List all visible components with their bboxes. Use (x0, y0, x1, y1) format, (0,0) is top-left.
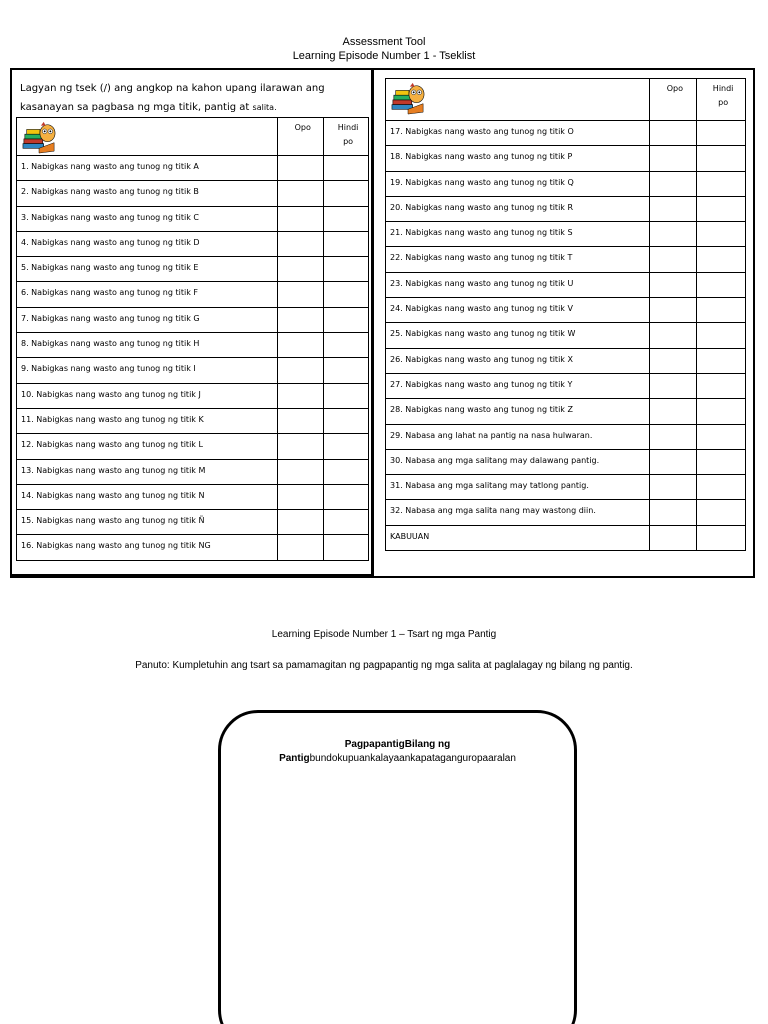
checklist-row (17, 408, 369, 433)
opo-checkbox-cell[interactable] (278, 307, 324, 332)
document-header (0, 35, 768, 63)
checklist-frame (10, 68, 755, 578)
opo-checkbox-cell[interactable] (649, 121, 697, 146)
checklist-item-cell (17, 282, 278, 307)
checklist-item-label: 3. Nabigkas nang wasto ang tunog ng titik C (21, 212, 199, 222)
syllable-chart-header (221, 738, 574, 766)
opo-checkbox-cell[interactable] (278, 206, 324, 231)
checklist-item-label: 14. Nabigkas nang wasto ang tunog ng titik N (21, 490, 205, 500)
col-hindi-label-2: po (718, 98, 729, 107)
opo-checkbox-cell[interactable] (649, 424, 697, 449)
checklist-item-cell (386, 222, 650, 247)
checklist-row (17, 510, 369, 535)
table-header-row (17, 118, 369, 156)
opo-checkbox-cell[interactable] (278, 434, 324, 459)
checklist-row (17, 484, 369, 509)
checklist-item-label: 8. Nabigkas nang wasto ang tunog ng titik H (21, 339, 200, 349)
hindi-po-checkbox-cell[interactable] (324, 307, 369, 332)
hindi-po-checkbox-cell[interactable] (697, 171, 746, 196)
checklist-item-label: 7. Nabigkas nang wasto ang tunog ng titik G (21, 313, 200, 323)
checklist-item-label: 24. Nabigkas nang wasto ang tunog ng titik V (390, 304, 573, 314)
checklist-instructions (20, 79, 360, 117)
checklist-table-left (16, 117, 369, 561)
checklist-row (17, 156, 369, 181)
checklist-item-label: 17. Nabigkas nang wasto ang tunog ng titik O (390, 127, 574, 136)
hindi-po-checkbox-cell[interactable] (324, 535, 369, 560)
chart-section-title: Learning Episode Number 1 – Tsart ng mga Pantig (271, 629, 497, 640)
checklist-item-cell (17, 510, 278, 535)
checklist-item-label: 6. Nabigkas nang wasto ang tunog ng titik F (21, 288, 198, 298)
hindi-po-checkbox-cell[interactable] (697, 121, 746, 146)
checklist-item-label: 26. Nabigkas nang wasto ang tunog ng titik X (390, 354, 573, 364)
checklist-item-label: 2. Nabigkas nang wasto ang tunog ng titik B (21, 187, 199, 197)
checklist-item-cell (17, 535, 278, 560)
checklist-item-cell (386, 449, 650, 474)
checklist-right-panel (377, 70, 753, 576)
checklist-item-cell (17, 307, 278, 332)
opo-checkbox-cell[interactable] (278, 459, 324, 484)
hindi-po-checkbox-cell[interactable] (324, 510, 369, 535)
opo-checkbox-cell[interactable] (649, 247, 697, 272)
checklist-item-label: 21. Nabigkas nang wasto ang tunog ng titik S (390, 228, 573, 238)
checklist-row (386, 247, 746, 272)
hindi-po-checkbox-cell[interactable] (697, 272, 746, 297)
opo-checkbox-cell[interactable] (649, 449, 697, 474)
hindi-po-checkbox-cell[interactable] (697, 373, 746, 398)
opo-checkbox-cell[interactable] (649, 323, 697, 348)
checklist-row (386, 196, 746, 221)
checklist-row (17, 333, 369, 358)
checklist-row (386, 121, 746, 146)
checklist-row (386, 222, 746, 247)
syllable-chart-box (218, 710, 577, 1024)
col-opo-label: Opo (666, 84, 683, 93)
checklist-row (17, 181, 369, 206)
checklist-item-label: 19. Nabigkas nang wasto ang tunog ng titik Q (390, 177, 574, 187)
opo-checkbox-cell[interactable] (649, 475, 697, 500)
opo-checkbox-cell[interactable] (278, 333, 324, 358)
checklist-row (386, 525, 746, 550)
checklist-item-cell (17, 231, 278, 256)
checklist-row (386, 475, 746, 500)
checklist-row (386, 500, 746, 525)
checklist-item-cell (386, 399, 650, 424)
checklist-row (17, 358, 369, 383)
checklist-item-cell (386, 373, 650, 398)
header-subtitle: Learning Episode Number 1 - Tseklist (292, 50, 476, 62)
hindi-po-checkbox-cell[interactable] (324, 257, 369, 282)
checklist-item-label: 16. Nabigkas nang wasto ang tunog ng titik NG (21, 541, 211, 551)
hindi-po-checkbox-cell[interactable] (324, 231, 369, 256)
checklist-item-label: 12. Nabigkas nang wasto ang tunog ng titik L (21, 440, 203, 450)
checklist-item-cell (386, 247, 650, 272)
col-hindi-label-1: Hindi (337, 123, 359, 132)
opo-checkbox-cell[interactable] (649, 298, 697, 323)
opo-checkbox-cell[interactable] (278, 510, 324, 535)
checklist-item-cell (386, 500, 650, 525)
checklist-item-label: KABUUAN (390, 531, 430, 541)
hindi-po-checkbox-cell[interactable] (697, 323, 746, 348)
col-hindi-po (697, 79, 746, 121)
checklist-row (386, 171, 746, 196)
col-hindi-po (324, 118, 369, 156)
checklist-item-cell (386, 475, 650, 500)
books-owl-icon (389, 81, 427, 115)
checklist-item-label: 4. Nabigkas nang wasto ang tunog ng titik D (21, 237, 200, 247)
opo-checkbox-cell[interactable] (278, 257, 324, 282)
checklist-row (386, 449, 746, 474)
hindi-po-checkbox-cell[interactable] (697, 247, 746, 272)
books-owl-icon (20, 120, 58, 154)
col-opo (278, 118, 324, 156)
hindi-po-checkbox-cell[interactable] (324, 383, 369, 408)
col-hindi-label-1: Hindi (712, 84, 734, 93)
checklist-item-label: 28. Nabigkas nang wasto ang tunog ng titik Z (390, 405, 573, 415)
opo-checkbox-cell[interactable] (278, 231, 324, 256)
checklist-item-label: 27. Nabigkas nang wasto ang tunog ng titik Y (390, 379, 573, 389)
hindi-po-checkbox-cell[interactable] (324, 206, 369, 231)
checklist-item-cell (17, 434, 278, 459)
checklist-item-label: 22. Nabigkas nang wasto ang tunog ng titik T (390, 253, 573, 263)
checklist-row (386, 323, 746, 348)
checklist-item-cell (386, 272, 650, 297)
checklist-row (17, 257, 369, 282)
hindi-po-checkbox-cell[interactable] (324, 358, 369, 383)
checklist-item-cell (17, 156, 278, 181)
checklist-item-cell (386, 196, 650, 221)
opo-checkbox-cell[interactable] (278, 408, 324, 433)
opo-checkbox-cell[interactable] (278, 282, 324, 307)
hindi-po-checkbox-cell[interactable] (324, 408, 369, 433)
checklist-item-label: 31. Nabasa ang mga salitang may tatlong pantig. (390, 481, 589, 491)
opo-checkbox-cell[interactable] (649, 196, 697, 221)
checklist-row (17, 535, 369, 560)
opo-checkbox-cell[interactable] (278, 383, 324, 408)
hindi-po-checkbox-cell[interactable] (324, 459, 369, 484)
opo-checkbox-cell[interactable] (278, 484, 324, 509)
checklist-row (386, 399, 746, 424)
opo-checkbox-cell[interactable] (649, 373, 697, 398)
checklist-row (17, 307, 369, 332)
hindi-po-checkbox-cell[interactable] (324, 181, 369, 206)
opo-checkbox-cell[interactable] (649, 399, 697, 424)
instructions-tail: salita. (252, 103, 277, 112)
hindi-po-checkbox-cell[interactable] (697, 348, 746, 373)
checklist-item-cell (386, 525, 650, 550)
checklist-item-cell (17, 484, 278, 509)
checklist-item-cell (386, 348, 650, 373)
opo-checkbox-cell[interactable] (649, 146, 697, 171)
hindi-po-checkbox-cell[interactable] (697, 500, 746, 525)
hindi-po-checkbox-cell[interactable] (697, 298, 746, 323)
opo-checkbox-cell[interactable] (278, 181, 324, 206)
hindi-po-checkbox-cell[interactable] (697, 222, 746, 247)
hindi-po-checkbox-cell[interactable] (697, 525, 746, 550)
opo-checkbox-cell[interactable] (278, 156, 324, 181)
opo-checkbox-cell[interactable] (649, 348, 697, 373)
checklist-item-label: 18. Nabigkas nang wasto ang tunog ng titik P (390, 152, 573, 162)
checklist-item-label: 32. Nabasa ang mga salita nang may wastong diin. (390, 506, 596, 516)
checklist-item-cell (17, 408, 278, 433)
checklist-row (386, 146, 746, 171)
checklist-row (17, 231, 369, 256)
hindi-po-checkbox-cell[interactable] (697, 399, 746, 424)
checklist-item-cell (386, 298, 650, 323)
checklist-item-label: 9. Nabigkas nang wasto ang tunog ng titik I (21, 364, 196, 374)
checklist-item-label: 25. Nabigkas nang wasto ang tunog ng titik W (390, 329, 576, 339)
checklist-row (17, 282, 369, 307)
checklist-row (386, 348, 746, 373)
checklist-item-label: 30. Nabasa ang mga salitang may dalawang pantig. (390, 455, 600, 465)
opo-checkbox-cell[interactable] (649, 171, 697, 196)
opo-checkbox-cell[interactable] (278, 535, 324, 560)
checklist-row (386, 424, 746, 449)
hindi-po-checkbox-cell[interactable] (324, 156, 369, 181)
table-header-row (386, 79, 746, 121)
checklist-item-label: 20. Nabigkas nang wasto ang tunog ng titik R (390, 202, 574, 212)
checklist-item-label: 23. Nabigkas nang wasto ang tunog ng titik U (390, 278, 574, 288)
checklist-item-cell (17, 206, 278, 231)
col-opo-label: Opo (294, 123, 311, 132)
col-opo (649, 79, 697, 121)
hindi-po-checkbox-cell[interactable] (324, 434, 369, 459)
checklist-item-cell (386, 323, 650, 348)
hindi-po-checkbox-cell[interactable] (697, 475, 746, 500)
checklist-item-cell (17, 257, 278, 282)
hindi-po-checkbox-cell[interactable] (324, 484, 369, 509)
checklist-row (17, 383, 369, 408)
checklist-row (17, 459, 369, 484)
checklist-row (386, 373, 746, 398)
checklist-item-label: 15. Nabigkas nang wasto ang tunog ng titik Ñ (21, 516, 205, 526)
checklist-row (386, 272, 746, 297)
checklist-item-label: 29. Nabasa ang lahat na pantig na nasa hulwaran. (390, 430, 593, 440)
chart-word-list: bundokupuankalayaankapataganguropaaralan (309, 753, 516, 764)
hindi-po-checkbox-cell[interactable] (324, 333, 369, 358)
opo-checkbox-cell[interactable] (649, 222, 697, 247)
checklist-item-cell (17, 383, 278, 408)
opo-checkbox-cell[interactable] (649, 272, 697, 297)
checklist-item-label: 11. Nabigkas nang wasto ang tunog ng titik K (21, 414, 204, 424)
checklist-item-cell (386, 424, 650, 449)
icon-cell (17, 118, 278, 156)
checklist-item-cell (17, 181, 278, 206)
chart-column-heading-2: Pantig (279, 753, 310, 764)
checklist-item-cell (386, 171, 650, 196)
chart-instructions: Panuto: Kumpletuhin ang tsart sa pamamagitan ng pagpapantig ng mga salita at paglalagay ng bilang ng pantig. (135, 660, 633, 671)
hindi-po-checkbox-cell[interactable] (697, 449, 746, 474)
opo-checkbox-cell[interactable] (649, 525, 697, 550)
hindi-po-checkbox-cell[interactable] (324, 282, 369, 307)
checklist-row (17, 206, 369, 231)
instructions-text: Lagyan ng tsek (/) ang angkop na kahon upang ilarawan ang kasanayan sa pagbasa ng mga titik, pantig at (20, 83, 325, 113)
hindi-po-checkbox-cell[interactable] (697, 424, 746, 449)
hindi-po-checkbox-cell[interactable] (697, 196, 746, 221)
opo-checkbox-cell[interactable] (649, 500, 697, 525)
hindi-po-checkbox-cell[interactable] (697, 146, 746, 171)
checklist-item-cell (17, 358, 278, 383)
checklist-item-label: 13. Nabigkas nang wasto ang tunog ng titik M (21, 465, 206, 475)
checklist-item-label: 10. Nabigkas nang wasto ang tunog ng titik J (21, 389, 201, 399)
checklist-left-panel (12, 70, 374, 576)
checklist-item-cell (17, 459, 278, 484)
chart-column-heading-1: PagpapantigBilang ng (344, 739, 451, 750)
checklist-table-right (385, 78, 746, 551)
checklist-item-cell (386, 146, 650, 171)
checklist-item-label: 1. Nabigkas nang wasto ang tunog ng titik A (21, 162, 199, 171)
checklist-item-label: 5. Nabigkas nang wasto ang tunog ng titik E (21, 263, 199, 273)
opo-checkbox-cell[interactable] (278, 358, 324, 383)
checklist-item-cell (386, 121, 650, 146)
checklist-row (17, 434, 369, 459)
checklist-item-cell (17, 333, 278, 358)
col-hindi-label-2: po (343, 137, 354, 146)
header-title: Assessment Tool (342, 36, 426, 48)
checklist-row (386, 298, 746, 323)
icon-cell (386, 79, 650, 121)
